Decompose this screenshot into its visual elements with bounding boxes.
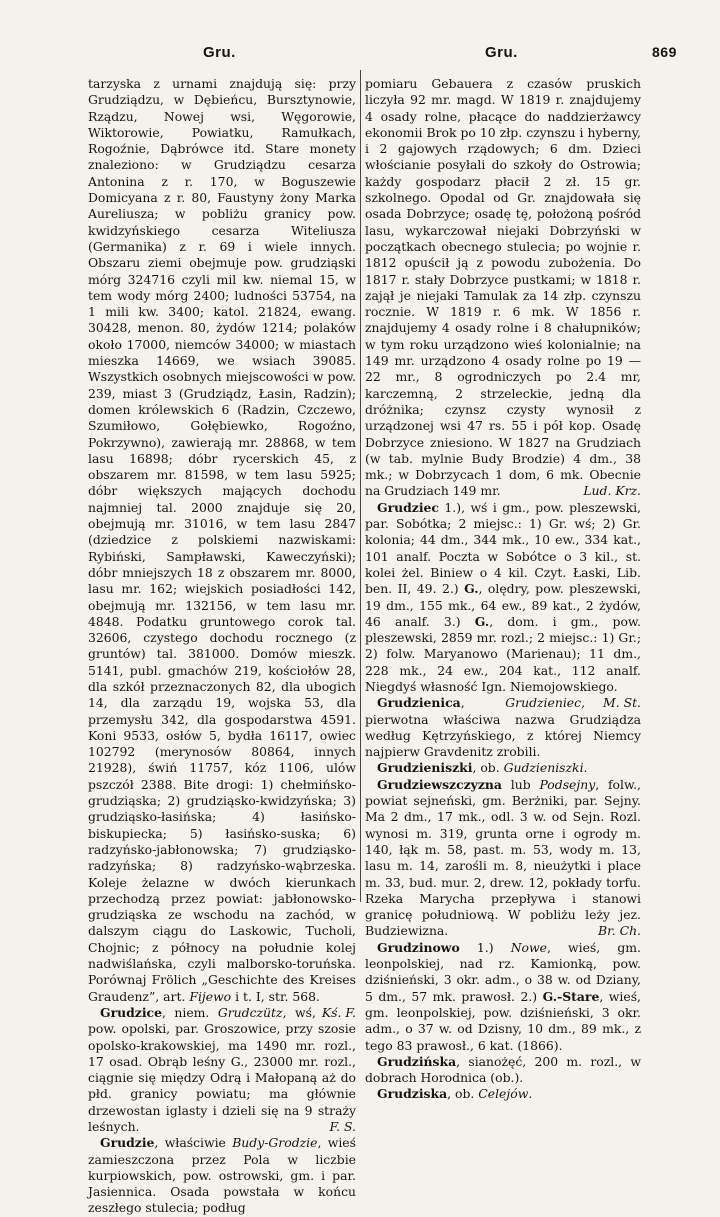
entry-grudzinska: Grudzińska, sianożęć, 200 m. rozl., w dobrach Horodnica (ob.). [365, 1053, 641, 1086]
headword: Grudziska [377, 1086, 448, 1102]
entry-grudzienica: Grudzienica, Grudzieniec, pierwotna właściwa nazwa Grudziądza według Kętrzyńskiego, z której Niemcy najpierw Gravdenitz zrobili. [365, 695, 641, 760]
entry-grudzice: Grudzice, niem. Grudczütz, wś, pow. opolski, par. Groszowice, przy szosie opolsko-krakowskiej, ma 1490 mr. rozl., 17 osad. Obrąb leśny G., 23000 mr. rozl., ciągnie się między Odrą i Małopaną aż do płd. granicy powiatu; ma głównie drzewostan iglasty i dzieli się na 9 straży leśnych. F. S. [88, 1004, 356, 1134]
entry-grudzieniszki: Grudzieniszki, ob. Gudzieniszki. [377, 760, 588, 776]
headword: Grudziewszczyzna [377, 776, 502, 792]
author-signature: M. St. [603, 695, 641, 711]
page-number: 869 [652, 44, 677, 60]
left-column [88, 76, 356, 1217]
author-signature: Kś. F. [321, 1004, 356, 1020]
entry-grudzie: Grudzie, właściwie Budy-Grodzie, wieś zamieszczona przez Pola w liczbie kurpiowskich, pow. ostrowski, gm. i par. Jasiennica. Osada powstała w końcu zeszłego stulecia; podług [88, 1135, 356, 1216]
running-header [0, 44, 720, 68]
headword: Grudzie [100, 1135, 155, 1151]
header-center: Gru. [485, 44, 518, 61]
entry-grudziewszczyzna: Grudziewszczyzna lub Podsejny, folw., powiat sejneński, gm. Berżniki, par. Sejny. Ma 2 dm., 17 mk., odl. 3 w. od Sejn. Rozl. wynosi m. 319, grunta orne i ogrody m. 140, łąk m. 58, past. m. 53, wody m. 13, lasu m. 14, zarośli m. 8, nieużytki i place m. 33, bud. mur. 2, drew. 12, pokłady torfu. Rzeka Marycha przepływa i stanowi granicę południową. W pobliżu leży jez. Budziewizna. Br. Ch. [365, 776, 641, 939]
headword: Grudzińska [377, 1053, 457, 1069]
entry-grudziec: Grudziec 1.), wś i gm., pow. pleszewski, par. Sobótka; 2 miejsc.: 1) Gr. wś; 2) Gr. kolonia; 44 dm., 344 mk., 10 ew., 334 kat., 101 analf. Poczta w Sobótce o 3 kil., st. kolei żel. Biniew o 4 kil. Czyt. Łaski, Lib. ben. II, 49. 2.) G., olędry, pow. pleszewski, 19 dm., 155 mk., 64 ew., 89 kat., 2 żydów, 46 analf. 3.) G., dom. i gm., pow. pleszewski, 2859 mr. rozl.; 2 miejsc.: 1) Gr.; 2) folw. Maryanowo (Marienau); 11 dm., 228 mk., 24 ew., 204 kat., 112 analf. Niegdyś własność Ign. Niemojowskiego. M. St. [365, 499, 641, 711]
headword: Grudzienica [377, 695, 461, 711]
column-divider [360, 70, 361, 902]
headword: Grudzinowo [377, 939, 460, 955]
entry-continuation: pomiaru Gebauera z czasów pruskich liczyła 92 mr. magd. W 1819 r. znajdujemy 4 osady rolne, płacące do naddzierżawcy ekonomii Brok po 10 złp. czynszu i hyberny, i 2 gajowych rządowych; 6 dm. Dzieci włościanie posyłali do szkoły do Ostrowia; każdy gospodarz płacił 2 zł. 15 gr. szkolnego. Opodal od Gr. znajdowała się osada Dobrzyce; osadę tę, położoną pośród lasu, wykarczował niejaki Dobrzyński w początkach obecnego stulecia; po wojnie r. 1812 opuścił ją z powodu zubożenia. Do 1817 r. stały Dobrzyce pustkami; w 1818 r. zajął je niejaki Tamulak za 14 złp. czynszu rocznie. W 1819 r. 6 mk. W 1856 r. znajdujemy 4 osady rolne i 8 chałupników; w tym roku urządzono wieś kolonialnie; na 149 mr. urządzono 4 osady rolne po 19 — 22 mr., 8 ogrodniczych po 2.4 mr, karczemną, 2 strzeleckie, jedną dla dróżnika; czynsz czysty wynosił z urządzonej wsi 47 rs. 55 i pół kop. Osadę Dobrzyce zniesiono. W 1827 na Grudziach (w tab. mylnie Budy Brodzie) 4 dm., 38 mk.; w Dobrzycach 1 dom, 6 mk. Obecnie na Grudziach 149 mr. Lud. Krz. [365, 76, 641, 499]
entry-continuation: tarzyska z urnami znajdują się: przy Grudziądzu, w Dębieńcu, Bursztynowie, Rządzu, Nowej wsi, Węgorowie, Wiktorowie, Powiatku, Ramułkach, Rogoźnie, Dąbrówce itd. Stare monety znaleziono: w Grudziądzu cesarza Antonina z r. 170, w Boguszewie Domicyana z r. 80, Faustyny żony Marka Aureliusza; w pobliżu granicy pow. kwidzyńskiego cesarza Witeliusza (Germanika) z r. 69 i wiele innych. Obszaru ziemi obejmuje pow. grudziąski mórg 324716 czyli mil kw. niemal 15, w tem wody mórg 2400; ludności 53754, na 1 mili kw. 3400; katol. 21824, ewang. 30428, menon. 80, żydów 1214; polaków około 17000, niemców 34000; w miastach mieszka 14669, we wsiach 39085. Wszystkich osobnych miejscowości w pow. 239, miast 3 (Grudziądz, Łasin, Radzin); domen królewskich 6 (Radzin, Czczewo, Szumiłowo, Gołębiewko, Rogoźno, Pokrzywno), zawierają mr. 28868, w tem lasu 16898; dóbr rycerskich 45, z obszarem mr. 81598, w tem lasu 5925; dóbr większych mających dochodu najmniej tal. 2000 znajduje się 20, obejmują mr. 31016, w tem lasu 2847 (dziedzice z polskiemi nazwiskami: Rybiński, Sampławski, Kaweczyński); dóbr mniejszych 18 z obszarem mr. 8000, lasu mr. 162; wiejskich posiadłości 142, obejmują mr. 132156, w tem lasu mr. 4848. Podatku gruntowego corok tal. 32606, czystego dochodu rocznego (z gruntów) tal. 381000. Domów mieszk. 5141, publ. gmachów 219, kościołów 28, dla szkół przeznaczonych 82, dla ubogich 14, dla zarządu 19, wojska 53, dla przemysłu 342, dla gospodarstwa 4591. Koni 9533, osłów 5, bydła 16117, owiec 102792 (merynosów 80864, innych 21928), świń 11757, kóz 1106, ulów pszczół 2388. Bite drogi: 1) chełmińsko-grudziąska; 2) grudziąsko-kwidzyńska; 3) grudziąsko-łasińska; 4) łasińsko-biskupiecka; 5) łasińsko-suska; 6) radzyńsko-jabłonowska; 7) grudziąsko-radzyńska; 8) radzyńsko-wąbrzeska. Koleje żelazne w dwóch kierunkach przechodzą przez powiat: jabłonowsko-grudziąska ze wschodu na zachód, w dalszym ciągu do Laskowic, Tucholi, Chojnic; z północy na południe kolej nadwiślańska, czyli malborsko-toruńska. Porównaj Frölich „Geschichte des Kreises Graudenz”, art. Fijewo i t. I, str. 568. Kś. F. [88, 76, 356, 1020]
headword: Grudzice [100, 1004, 162, 1020]
entry-grudziska: Grudziska, ob. Celejów. [377, 1086, 533, 1102]
author-signature: F. S. [329, 1119, 356, 1134]
headword: Grudzieniszki [377, 760, 473, 776]
author-signature: Lud. Krz. [583, 483, 641, 499]
header-left: Gru. [203, 44, 236, 61]
right-column [365, 76, 641, 1103]
entry-grudzinowo: Grudzinowo 1.) Nowe, wieś, gm. leonpolskiej, nad rz. Kamionką, pow. dziśnieński, 3 okr. adm., o 38 w. od Dziany, 5 dm., 57 mk. prawosł. 2.) G.-Stare, wieś, gm. leonpolskiej, pow. dziśnieński, 3 okr. adm., o 37 w. od Dzisny, 10 dm., 89 mk., z tego 83 prawosł., 6 kat. (1866). [365, 939, 641, 1053]
author-signature: Br. Ch. [598, 923, 641, 939]
headword: Grudziec [377, 499, 439, 515]
